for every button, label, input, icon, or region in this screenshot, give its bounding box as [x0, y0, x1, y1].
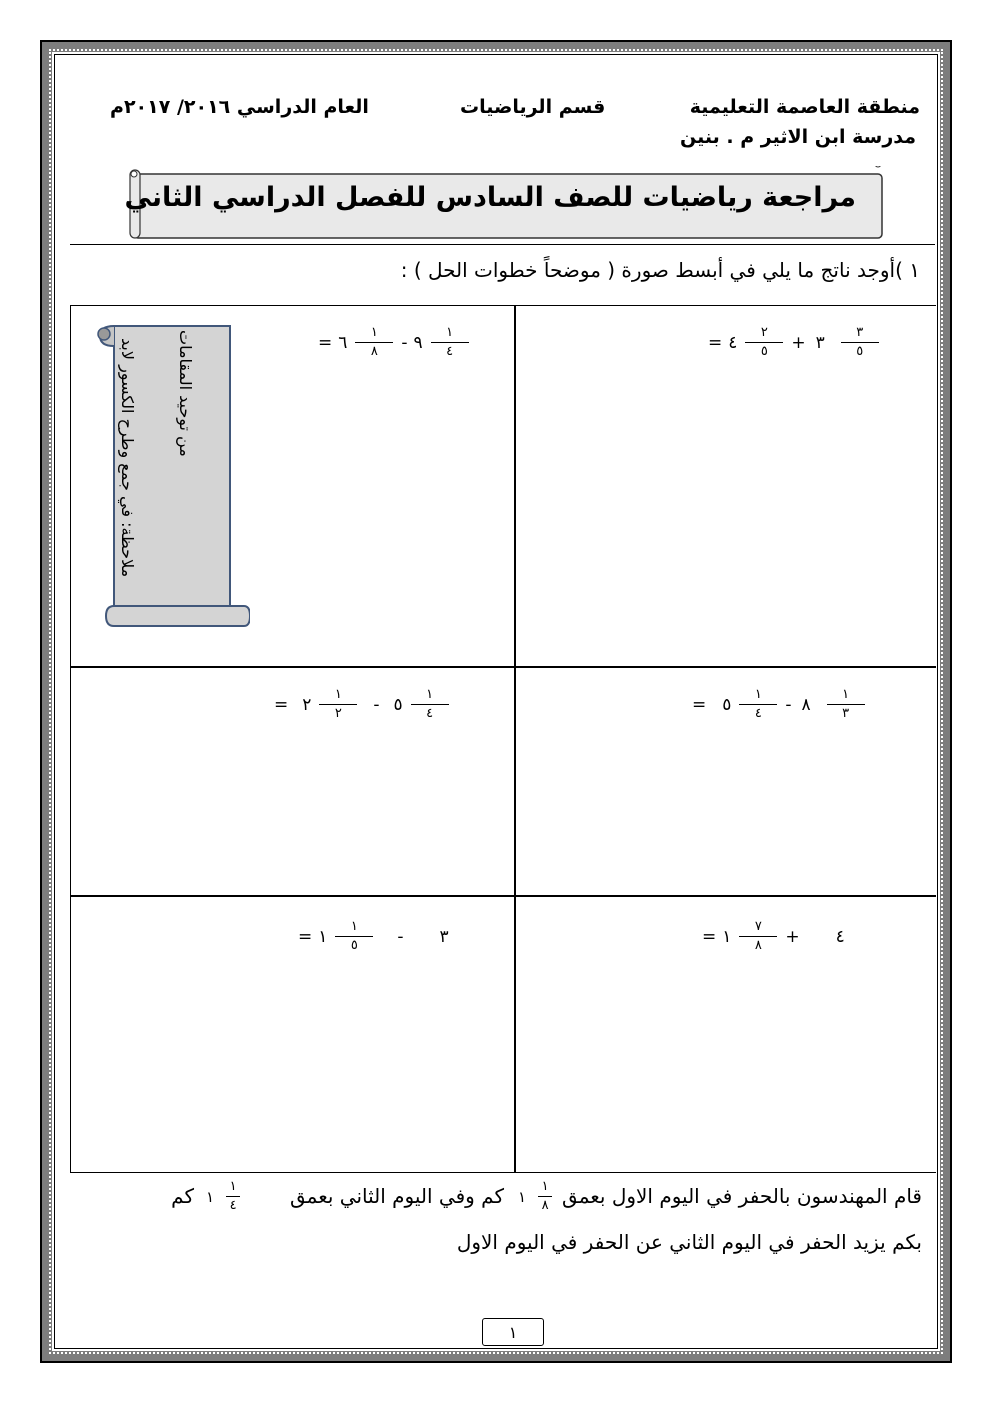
numerator: ١	[541, 1179, 549, 1194]
title-banner	[124, 166, 886, 240]
fraction	[319, 688, 357, 721]
fraction-bar	[739, 936, 777, 937]
whole-number: ٥	[722, 694, 732, 715]
numerator: ١	[229, 1179, 237, 1194]
numerator: ١	[426, 687, 434, 702]
denominator: ٨	[754, 938, 762, 954]
denominator: ٥	[856, 344, 864, 360]
fraction-bar	[841, 342, 879, 343]
whole-number: ٩	[413, 332, 423, 353]
problem-6	[298, 920, 449, 953]
fraction-bar	[411, 704, 449, 705]
page-title: مراجعة رياضيات للصف السادس للفصل الدراسي الثاني	[124, 182, 856, 213]
whole-number: ٣	[815, 332, 825, 353]
denominator: ٤	[446, 344, 454, 360]
fraction	[538, 1180, 552, 1213]
problem-4	[274, 688, 451, 721]
word-problem-part3: كم	[171, 1184, 194, 1208]
fraction-bar	[319, 704, 357, 705]
fraction	[411, 688, 449, 721]
operator: -	[397, 926, 404, 947]
whole-number: ١	[206, 1187, 215, 1206]
fraction	[226, 1180, 240, 1213]
equals-sign: =	[692, 694, 707, 715]
fraction	[739, 688, 777, 721]
whole-number: ٥	[393, 694, 403, 715]
fraction-bar	[431, 342, 469, 343]
note-line-2: من توحيد المقامات	[176, 330, 195, 457]
grid-row-divider	[70, 666, 936, 668]
equals-sign: =	[298, 926, 313, 947]
fraction	[827, 688, 865, 721]
operator: +	[791, 332, 806, 353]
problem-1	[708, 326, 881, 359]
fraction-bar	[355, 342, 393, 343]
whole-number: ١	[518, 1187, 527, 1206]
fraction-bar	[335, 936, 373, 937]
grid-vertical-divider	[514, 305, 516, 1173]
problem-3	[692, 688, 867, 721]
whole-number: ٢	[302, 694, 312, 715]
fraction	[745, 326, 783, 359]
fraction-bar	[739, 704, 777, 705]
whole-number: ١	[318, 926, 328, 947]
title-divider	[70, 244, 935, 245]
denominator: ٨	[541, 1198, 549, 1214]
grid-row-divider	[70, 895, 936, 897]
whole-number: ٤	[835, 926, 845, 947]
fraction-bar	[827, 704, 865, 705]
whole-number: ٣	[439, 926, 449, 947]
denominator: ٣	[842, 706, 850, 722]
denominator: ٥	[760, 344, 768, 360]
denominator: ٤	[426, 706, 434, 722]
fraction	[335, 920, 373, 953]
equals-sign: =	[318, 332, 333, 353]
note-line-1: ملاحظة: في جمع وطرح الكسور لابد	[118, 338, 137, 578]
numerator: ١	[446, 325, 454, 340]
numerator: ١	[334, 687, 342, 702]
operator: +	[785, 926, 800, 947]
denominator: ٤	[229, 1198, 237, 1214]
department-name: قسم الرياضيات	[460, 96, 606, 118]
academic-year: العام الدراسي ٢٠١٦/ ٢٠١٧م	[110, 96, 369, 118]
word-problem-part1: قام المهندسون بالحفر في اليوم الاول بعمق	[562, 1184, 922, 1208]
equals-sign: =	[708, 332, 723, 353]
whole-number: ٦	[338, 332, 348, 353]
operator: -	[401, 332, 408, 353]
page-number: ١	[482, 1318, 544, 1346]
equals-sign: =	[702, 926, 717, 947]
fraction-bar	[226, 1196, 240, 1197]
word-problem-mixed-1	[518, 1180, 554, 1213]
numerator: ١	[370, 325, 378, 340]
fraction-bar	[538, 1196, 552, 1197]
equals-sign: =	[274, 694, 289, 715]
problem-2	[318, 326, 471, 359]
word-problem-mixed-2	[206, 1180, 242, 1213]
denominator: ٥	[350, 938, 358, 954]
fraction	[431, 326, 469, 359]
whole-number: ١	[722, 926, 732, 947]
denominator: ٤	[754, 706, 762, 722]
fraction	[841, 326, 879, 359]
note-scroll	[96, 324, 250, 628]
instruction-text: ١ )أوجد ناتج ما يلي في أبسط صورة ( موضحاً خطوات الحل ) :	[400, 258, 920, 282]
school-name: مدرسة ابن الاثير م . بنين	[680, 126, 916, 148]
numerator: ٢	[760, 325, 768, 340]
denominator: ٨	[370, 344, 378, 360]
word-problem-part2: كم وفي اليوم الثاني بعمق	[289, 1184, 504, 1208]
operator: -	[785, 694, 792, 715]
numerator: ١	[350, 919, 358, 934]
numerator: ٧	[754, 919, 762, 934]
word-problem-question: بكم يزيد الحفر في اليوم الثاني عن الحفر في اليوم الاول	[456, 1230, 922, 1254]
fraction	[355, 326, 393, 359]
numerator: ١	[842, 687, 850, 702]
numerator: ٣	[856, 325, 864, 340]
fraction	[739, 920, 777, 953]
region-name: منطقة العاصمة التعليمية	[689, 96, 920, 118]
denominator: ٢	[334, 706, 342, 722]
whole-number: ٤	[728, 332, 738, 353]
whole-number: ٨	[801, 694, 811, 715]
fraction-bar	[745, 342, 783, 343]
operator: -	[373, 694, 380, 715]
numerator: ١	[754, 687, 762, 702]
problem-5	[702, 920, 845, 953]
